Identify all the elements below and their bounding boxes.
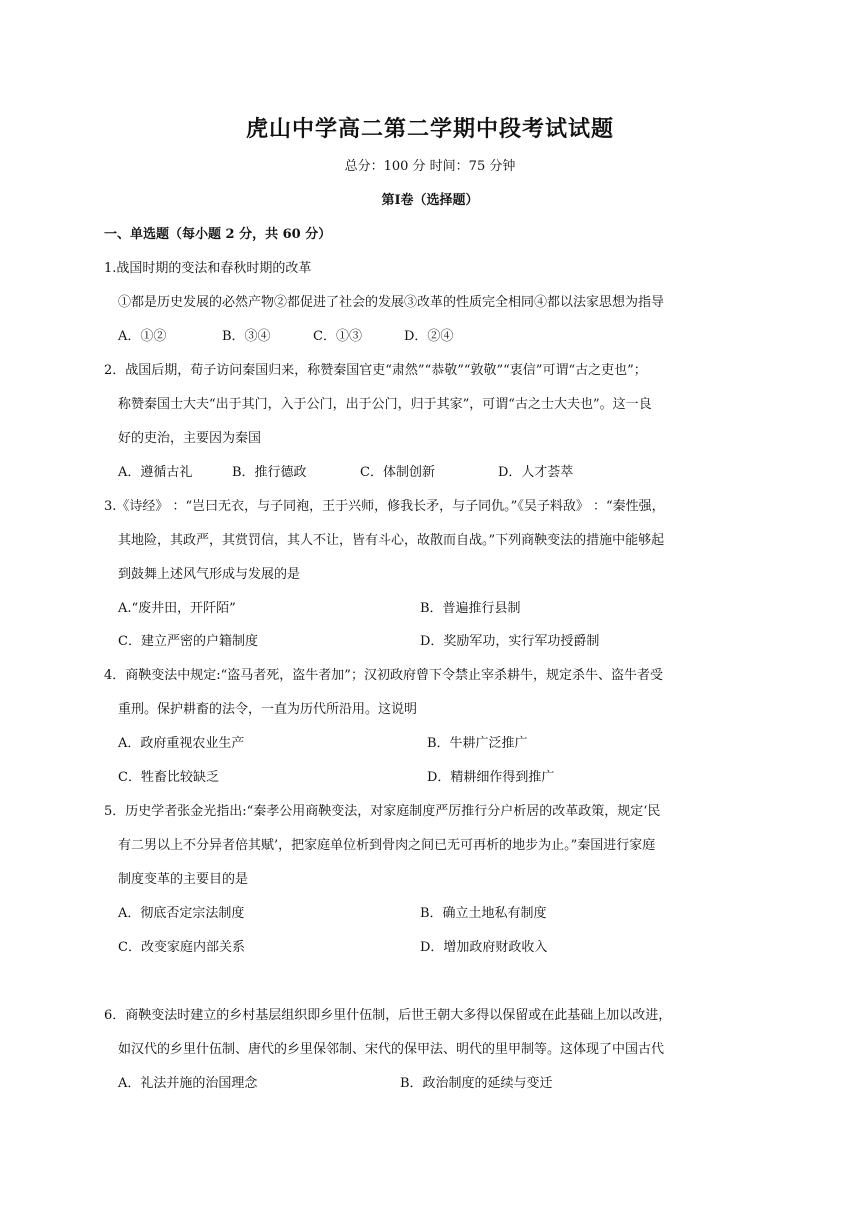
question-5-line-1: 5．历史学者张金光指出:“秦孝公用商鞅变法，对家庭制度严厉推行分户析居的改革政策，规定‘民: [104, 804, 661, 819]
question-5-option-d: D．增加政府财政收入: [420, 940, 548, 955]
question-3-line-2: 其地险，其政严，其赏罚信，其人不让，皆有斗心，故散而自战。”下列商鞅变法的措施中能够起: [118, 533, 665, 548]
question-3-option-b: B．普遍推行县制: [420, 601, 521, 616]
question-3-option-d: D．奖励军功，实行军功授爵制: [420, 634, 600, 649]
question-5-option-c: C．改变家庭内部关系: [118, 940, 245, 955]
volume-heading: 第Ⅰ卷（选择题）: [381, 193, 479, 208]
question-2-line-1: 2．战国后期，荀子访问秦国归来，称赞秦国官吏“肃然”“恭敬”“敦敬”“衷信”可谓“古之吏也”；: [104, 363, 647, 378]
question-3-option-c: C．建立严密的户籍制度: [118, 634, 258, 649]
question-1-option-a: A．①②: [118, 329, 167, 344]
question-2-option-a: A．遵循古礼: [118, 465, 193, 480]
question-6-line-2: 如汉代的乡里什伍制、唐代的乡里保邻制、宋代的保甲法、明代的里甲制等。这体现了中国古代: [118, 1042, 665, 1057]
question-5-option-b: B．确立土地私有制度: [420, 906, 547, 921]
question-3-line-3: 到鼓舞上述风气形成与发展的是: [118, 567, 301, 582]
question-1-option-d: D．②④: [404, 329, 454, 344]
question-1-option-c: C．①③: [313, 329, 362, 344]
question-3-line-1: 3.《诗经》 ：“岂曰无衣，与子同袍，王于兴师，修我长矛，与子同仇。”《吴子料敌》 ：“秦性强，: [104, 499, 665, 514]
question-2-line-2: 称赞秦国士大夫“出于其门，入于公门，出于公门，归于其家”，可谓“古之士大夫也”。这一良: [118, 397, 652, 412]
question-1-option-b: B．③④: [222, 329, 271, 344]
question-6-option-b: B．政治制度的延续与变迁: [400, 1076, 553, 1091]
question-2-option-b: B．推行德政: [232, 465, 307, 480]
question-4-option-a: A．政府重视农业生产: [118, 736, 245, 751]
exam-title: 虎山中学高二第二学期中段考试试题: [245, 117, 614, 142]
section-heading: 一、单选题（每小题 2 分，共 60 分）: [104, 227, 332, 242]
question-6-option-a: A．礼法并施的治国理念: [118, 1076, 258, 1091]
question-3-option-a: A.“废井田，开阡陌”: [118, 601, 236, 616]
question-1-line-1: 1.战国时期的变法和春秋时期的改革: [104, 261, 312, 276]
exam-subtitle: 总分：100 分 时间：75 分钟: [344, 159, 516, 174]
question-4-line-1: 4．商鞅变法中规定:“盗马者死，盗牛者加”；汉初政府曾下令禁止宰杀耕牛，规定杀牛、盗牛者受: [104, 668, 663, 683]
question-2-option-d: D．人才荟萃: [498, 465, 574, 480]
question-2-line-3: 好的吏治，主要因为秦国: [118, 431, 262, 446]
question-1-line-2: ①都是历史发展的必然产物②都促进了社会的发展③改革的性质完全相同④都以法家思想为指导: [118, 295, 665, 310]
question-5-line-2: 有二男以上不分异者倍其赋’，把家庭单位析到骨肉之间已无可再析的地步为止。”秦国进行家庭: [118, 838, 656, 853]
question-4-option-c: C．牲畜比较缺乏: [118, 770, 219, 785]
question-2-option-c: C．体制创新: [360, 465, 435, 480]
question-4-line-2: 重刑。保护耕畜的法令，一直为历代所沿用。这说明: [118, 702, 418, 717]
question-5-line-3: 制度变革的主要目的是: [118, 872, 249, 887]
question-6-line-1: 6．商鞅变法时建立的乡村基层组织即乡里什伍制，后世王朝大多得以保留或在此基础上加以改进，: [104, 1008, 672, 1023]
question-4-option-b: B．牛耕广泛推广: [427, 736, 528, 751]
question-4-option-d: D．精耕细作得到推广: [427, 770, 555, 785]
question-5-option-a: A．彻底否定宗法制度: [118, 906, 245, 921]
